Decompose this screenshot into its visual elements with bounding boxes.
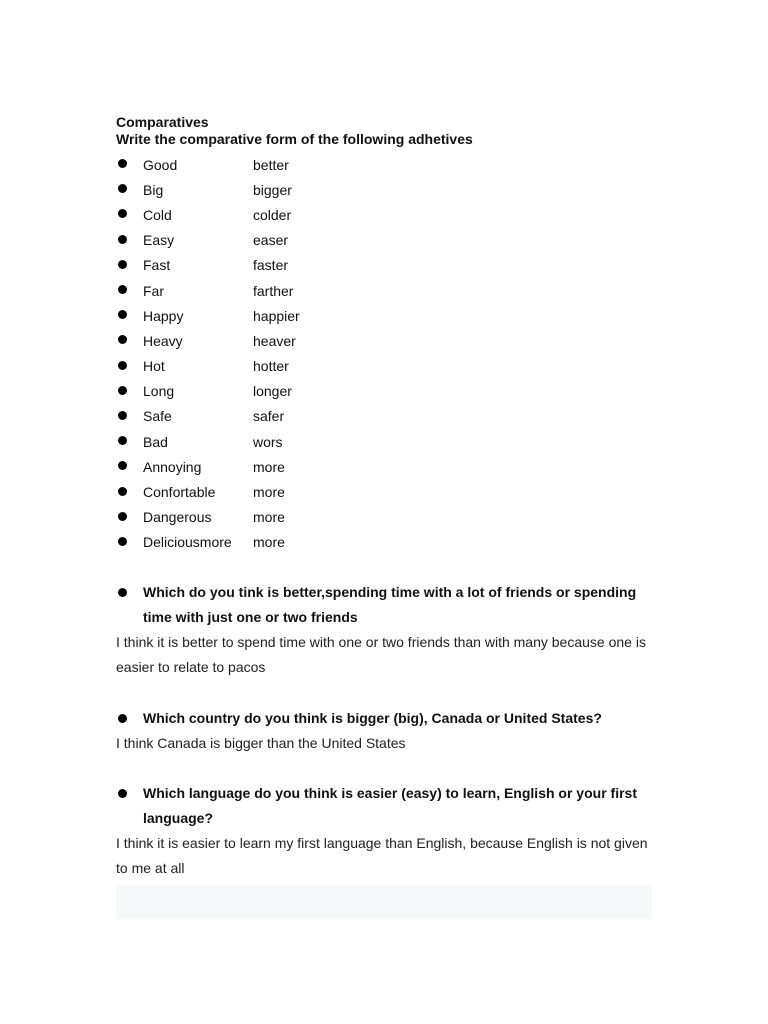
question-heading [116, 706, 656, 731]
list-item [116, 454, 516, 479]
adjective-word: Confortable [143, 484, 216, 501]
adjective-list [116, 152, 516, 555]
adjective-word: Cold [143, 206, 172, 223]
list-item [116, 404, 516, 429]
adjective-word: Dangerous [143, 509, 212, 526]
bullet-icon [118, 411, 127, 420]
comparative-form: colder [253, 206, 292, 223]
bullet-icon [118, 159, 127, 168]
question-text: Which country do you think is bigger (big), Canada or United States? [143, 710, 602, 726]
bullet-icon [118, 386, 127, 395]
list-item [116, 253, 516, 278]
bullet-icon [118, 285, 127, 294]
bullet-icon [118, 714, 127, 723]
adjective-word: Happy [143, 307, 184, 324]
bullet-icon [118, 361, 127, 370]
comparative-form: bigger [253, 181, 292, 198]
comparative-form: farther [253, 282, 294, 299]
list-item [116, 303, 516, 328]
comparative-form: faster [253, 257, 289, 274]
adjective-word: Bad [143, 433, 168, 450]
comparative-form: more [253, 484, 285, 501]
list-item [116, 429, 516, 454]
list-item [116, 354, 516, 379]
comparative-form: more [253, 534, 285, 551]
list-item [116, 479, 516, 504]
bullet-icon [118, 260, 127, 269]
list-item [116, 530, 516, 555]
list-item [116, 152, 516, 177]
bullet-icon [118, 461, 127, 470]
comparative-form: easer [253, 232, 289, 249]
adjective-word: Annoying [143, 458, 202, 475]
question-text: Which language do you think is easier (easy) to learn, English or your first language? [143, 785, 637, 826]
answer-text: I think it is easier to learn my first language than English, because English is not given to me at all [116, 835, 648, 876]
question-heading [116, 580, 656, 630]
question-block [116, 580, 656, 680]
adjective-word: Big [143, 181, 164, 198]
list-item [116, 328, 516, 353]
list-item [116, 177, 516, 202]
comparative-form: hotter [253, 358, 289, 375]
question-block [116, 781, 656, 881]
bullet-icon [118, 310, 127, 319]
adjective-word: Hot [143, 358, 165, 375]
adjective-word: Fast [143, 257, 171, 274]
question-block [116, 706, 656, 756]
comparative-form: wors [253, 433, 283, 450]
empty-text-area [116, 885, 652, 919]
adjective-word: Easy [143, 232, 175, 249]
comparative-form: better [253, 156, 289, 173]
bullet-icon [118, 184, 127, 193]
comparative-form: safer [253, 408, 285, 425]
bullet-icon [118, 588, 127, 597]
instruction-text: Write the comparative form of the following adhetives [116, 131, 473, 147]
bullet-icon [118, 209, 127, 218]
bullet-icon [118, 335, 127, 344]
list-item [116, 379, 516, 404]
adjective-word: Safe [143, 408, 172, 425]
comparative-form: heaver [253, 332, 296, 349]
bullet-icon [118, 487, 127, 496]
list-item [116, 202, 516, 227]
bullet-icon [118, 235, 127, 244]
adjective-word: Heavy [143, 332, 183, 349]
bullet-icon [118, 789, 127, 798]
list-item [116, 505, 516, 530]
answer-text: I think it is better to spend time with one or two friends than with many because one is easier to relate to pacos [116, 634, 646, 675]
adjective-word: Good [143, 156, 178, 173]
question-text: Which do you tink is better,spending time with a lot of friends or spending time with just one or two friends [143, 584, 637, 625]
adjective-word: Deliciousmore [143, 534, 232, 551]
comparative-form: happier [253, 307, 300, 324]
answer-text: I think Canada is bigger than the United States [116, 735, 406, 751]
list-item [116, 278, 516, 303]
bullet-icon [118, 537, 127, 546]
comparative-form: longer [253, 383, 292, 400]
bullet-icon [118, 512, 127, 521]
comparative-form: more [253, 458, 285, 475]
adjective-word: Long [143, 383, 175, 400]
comparative-form: more [253, 509, 285, 526]
bullet-icon [118, 436, 127, 445]
question-heading [116, 781, 656, 831]
adjective-word: Far [143, 282, 164, 299]
list-item [116, 228, 516, 253]
page-title: Comparatives [116, 114, 209, 130]
